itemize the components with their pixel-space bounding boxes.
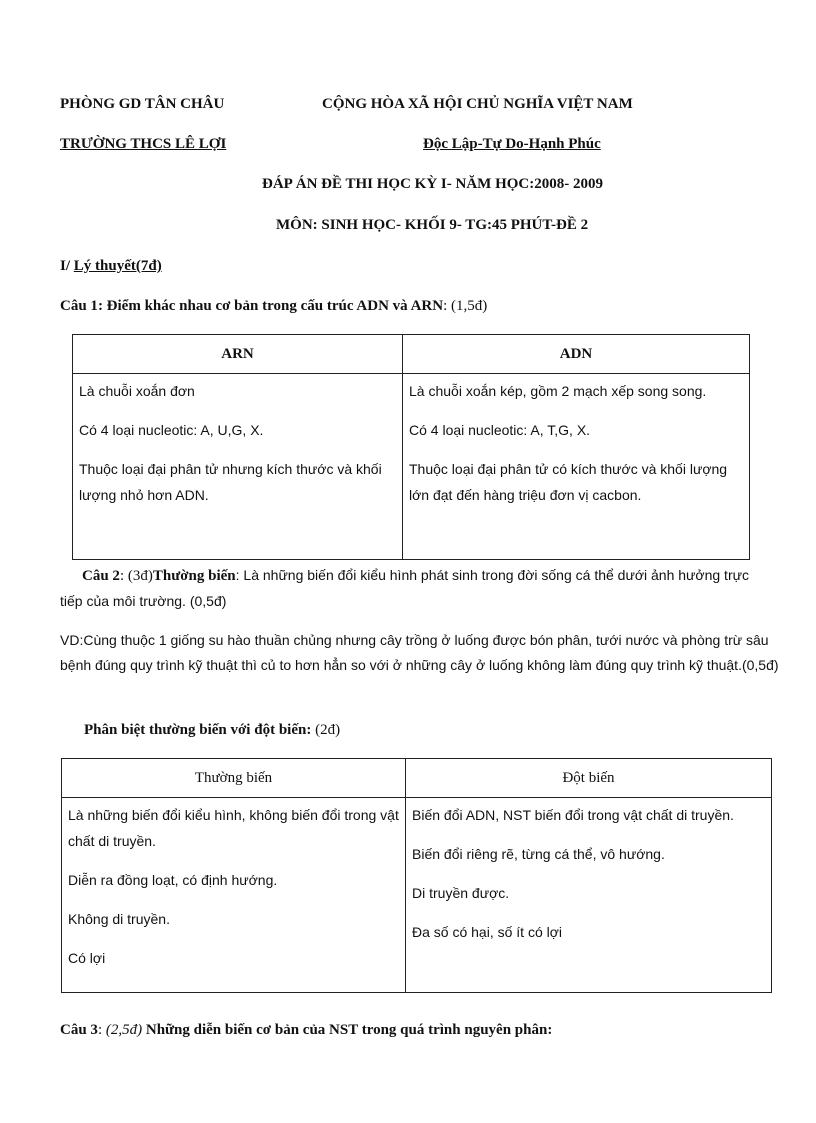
school-name: TRƯỜNG THCS LÊ LỢI: [60, 136, 227, 152]
question-2-score: : (3đ): [119, 568, 153, 584]
compare-title: Phân biệt thường biến với đột biến:: [84, 722, 312, 738]
question-1-score: : (1,5đ): [443, 298, 488, 314]
motto: Độc Lập-Tự Do-Hạnh Phúc: [423, 136, 601, 152]
question-2-definition: : Là những biến đổi kiểu hình phát sinh trong đời sống cá thể dưới ảnh hưởng trực tiếp của môi trường. (0,5đ): [60, 567, 749, 609]
question-2-paragraph: [60, 563, 766, 614]
cell-line: Di truyền được.: [412, 885, 510, 901]
cell-line: Thuộc loại đại phân tử nhưng kích thước và khối lượng nhỏ hơn ADN.: [79, 461, 382, 503]
cell-line: Thuộc loại đại phân tử có kích thước và khối lượng lớn đạt đến hàng triệu đơn vị cacbon.: [409, 461, 728, 503]
section-heading: [60, 258, 162, 275]
question-3-heading: Câu 3: (2,5đ) Những diễn biến cơ bản của NST trong quá trình nguyên phân:: [60, 1022, 553, 1038]
question-3-label: Câu 3: [60, 1022, 98, 1038]
table-header: ADN: [403, 335, 750, 374]
cell-line: Là những biến đổi kiểu hình, không biến đổi trong vật chất di truyền.: [68, 807, 399, 849]
section-prefix: I/: [60, 258, 74, 274]
question-1-heading: [60, 298, 487, 315]
compare-heading: [84, 722, 340, 739]
cell-line: Đa số có hại, số ít có lợi: [412, 924, 563, 940]
table-cell: [62, 798, 406, 993]
cell-line: Là chuỗi xoắn đơn: [79, 383, 195, 399]
question-1-label: Câu 1: [60, 298, 98, 314]
cell-line: Biến đổi ADN, NST biến đổi trong vật chất di truyền.: [412, 807, 734, 823]
table-header: ARN: [73, 335, 403, 374]
cell-line: Không di truyền.: [68, 911, 170, 927]
table-cell: [73, 374, 403, 560]
document-title: ĐÁP ÁN ĐỀ THI HỌC KỲ I- NĂM HỌC:2008- 2009: [262, 176, 603, 192]
question-2-label: Câu 2: [82, 568, 120, 584]
cell-line: Diễn ra đồng loạt, có định hướng.: [68, 872, 278, 888]
department-name: PHÒNG GD TÂN CHÂU: [60, 96, 225, 112]
variation-mutation-table: [61, 758, 772, 993]
cell-line: Là chuỗi xoắn kép, gồm 2 mạch xếp song song.: [409, 383, 707, 399]
table-header: Thường biến: [62, 759, 406, 798]
section-label: Lý thuyết(7đ): [73, 258, 162, 274]
question-2-example: VD:Cùng thuộc 1 giống su hào thuần chủng nhưng cây trồng ở luống được bón phân, tưới nước và phòng trừ sâu bệnh đúng quy trình kỹ thuật thì củ to hơn hẳn so với ở những cây ở luống không làm đúng quy trình kỹ thuật.(0,5đ): [60, 632, 779, 673]
compare-score: (2đ): [311, 722, 341, 738]
question-1-title: : Điểm khác nhau cơ bản trong cấu trúc ADN và ARN: [97, 298, 444, 314]
cell-line: Có 4 loại nucleotic: A, U,G, X.: [79, 422, 264, 438]
question-2-term: Thường biến: [152, 568, 236, 584]
cell-line: Có 4 loại nucleotic: A, T,G, X.: [409, 422, 591, 438]
question-3-score: (2,5đ): [105, 1022, 143, 1038]
table-header: Đột biến: [406, 759, 772, 798]
cell-line: Có lợi: [68, 950, 106, 966]
table-cell: [406, 798, 772, 993]
nation-name: CỘNG HÒA XÃ HỘI CHỦ NGHĨA VIỆT NAM: [322, 96, 633, 112]
subject-line: MÔN: SINH HỌC- KHỐI 9- TG:45 PHÚT-ĐỀ 2: [276, 217, 589, 233]
question-3-title: Những diễn biến cơ bản của NST trong quá trình nguyên phân:: [142, 1022, 553, 1038]
adn-arn-table: [72, 334, 750, 560]
cell-line: Biến đổi riêng rẽ, từng cá thể, vô hướng.: [412, 846, 665, 862]
table-cell: [403, 374, 750, 560]
